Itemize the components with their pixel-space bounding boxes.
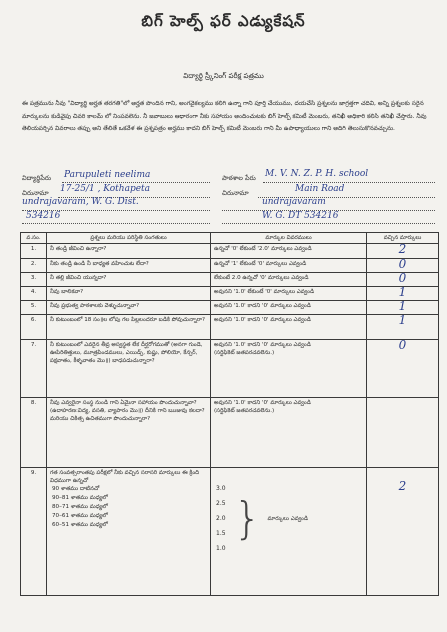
row-number: 8. bbox=[21, 398, 47, 468]
row-number: 6. bbox=[21, 315, 47, 340]
header-serial: వ.సం. bbox=[21, 233, 47, 244]
school-address-line3: W. G. DT 534216 bbox=[262, 211, 339, 221]
table-row bbox=[21, 273, 439, 287]
row-question: నీవు ప్రభుత్వ పాఠశాలకు వెళ్ళుచున్నావా? bbox=[47, 301, 211, 315]
row-given-mark: 1 bbox=[367, 315, 439, 340]
row-question: నీ కుటుంబంలో 18 సం॥ల లోపు గల పిల్లలందరూ బడికి పోవుచున్నారా? bbox=[47, 315, 211, 340]
row-number: 3. bbox=[21, 273, 47, 287]
student-name-value: Parupuleti neelima bbox=[64, 170, 151, 180]
table-row bbox=[21, 244, 439, 259]
scale-value: 3.0 bbox=[216, 485, 226, 492]
table-row bbox=[21, 301, 439, 315]
mark-scale-values bbox=[216, 481, 226, 556]
row-given-mark: 0 bbox=[367, 273, 439, 287]
student-address-line1: 17-25/1 , Kothapeta bbox=[60, 184, 151, 194]
row-given-mark: 1 bbox=[367, 301, 439, 315]
school-address-underline-3 bbox=[222, 223, 435, 224]
grade-item: 90–81 శాతము మధ్యలో bbox=[52, 495, 108, 501]
row-certificate-note: (సర్టిఫికెట్ జతపరచవలెను.) bbox=[214, 408, 275, 414]
student-name-label: విద్యార్థిపేరు bbox=[22, 174, 51, 182]
row-marks-rule: ఉన్నచో '0' లేకుంటే '2.0' మార్కులు ఎవ్వండి bbox=[211, 244, 367, 259]
scale-value: 2.5 bbox=[216, 500, 226, 507]
row-number: 9. bbox=[21, 468, 47, 596]
scale-value: 1.5 bbox=[216, 530, 226, 537]
row-marks-rule: అవునని '1.0' కాదని '0' మార్కులు ఎవ్వండి bbox=[211, 315, 367, 340]
form-title: బిగ్ హెల్ప్ ఫర్ ఎడ్యుకేషన్ bbox=[141, 12, 306, 30]
row-given-mark: 0 bbox=[367, 340, 439, 398]
row-marks-rule: అవునని '1.0' కాదని '0' మార్కులు ఎవ్వండి bbox=[211, 301, 367, 315]
row-number: 2. bbox=[21, 259, 47, 273]
row-question: నీ తల్లి జీవించి యున్నదా? bbox=[47, 273, 211, 287]
form-subtitle: విద్యార్థి స్ర్కీనింగ్ పరీక్ష పత్రము bbox=[183, 72, 264, 80]
row-number: 1. bbox=[21, 244, 47, 259]
student-address-line2: undrajavaram, W. G. Dist. bbox=[22, 197, 139, 207]
row-given-mark: 2 bbox=[367, 468, 439, 596]
row-given-mark: 2 bbox=[367, 244, 439, 259]
table-row bbox=[21, 398, 439, 468]
header-marks-details: మార్కుల వివరములు bbox=[211, 233, 367, 244]
school-name-value: M. V. N. Z. P. H. school bbox=[265, 169, 369, 179]
school-underline bbox=[263, 182, 435, 183]
row-given-mark: 0 bbox=[367, 259, 439, 273]
header-marks-obtained: వచ్చిన మార్కులు bbox=[367, 233, 439, 244]
grade-item: 70–61 శాతము మధ్యలో bbox=[52, 513, 108, 519]
row-certificate-note: (సర్టిఫికెట్ జతపరచవలెను.) bbox=[214, 350, 275, 356]
row-question: నీ తండ్రి జీవించి ఉన్నారా? bbox=[47, 244, 211, 259]
row-question-text: గత సంవత్సరాంతపు పరీక్షలో నీకు వచ్చిన సరాసరి మార్కులు ఈ క్రింది విధముగా ఉన్నచో bbox=[50, 470, 200, 484]
row-marks-rule-text: అవునని '1.0' కాదని '0' మార్కులు ఎవ్వండి bbox=[214, 400, 311, 406]
table-row bbox=[21, 468, 439, 596]
row-number: 4. bbox=[21, 287, 47, 301]
table-row bbox=[21, 315, 439, 340]
row-question bbox=[47, 468, 211, 596]
row-question: నీకు తండ్రి ఉండి నీ బాధ్యత వహించుట లేదా? bbox=[47, 259, 211, 273]
school-address-label: చిరునామా bbox=[222, 189, 249, 197]
row-marks-rule-text: మార్కులు ఎవ్వండి bbox=[267, 515, 309, 522]
row-number: 5. bbox=[21, 301, 47, 315]
school-address-line1: Main Road bbox=[295, 184, 345, 194]
scale-value: 1.0 bbox=[216, 545, 226, 552]
table-row bbox=[21, 287, 439, 301]
row-marks-rule bbox=[211, 398, 367, 468]
row-question: నీ కుటుంబంలో ఎవరైన తీవ్ర అస్వస్థత లేక దీర్ఘరోగముతో (అనగా గుండె, ఊపిరితిత్తులు, మూత్రపిండములు, ఎయిడ్స్, కుష్టు, పోలియో, కేన్సర్, పక్షవాతం, కీళ్ళవాతం మొ॥) బాధపడుచున్నారా? bbox=[47, 340, 211, 398]
header-question: ప్రశ్నలు మరియు పరిస్థితి సంగతులు bbox=[47, 233, 211, 244]
grade-item: 60–51 శాతము మధ్యలో bbox=[52, 522, 108, 528]
student-address-label: చిరునామా bbox=[22, 189, 49, 197]
screening-table bbox=[20, 232, 439, 596]
student-address-line3: 534216 bbox=[26, 211, 61, 221]
row-marks-rule-text: అవునని '1.0' కాదని '0' మార్కులు ఎవ్వండి bbox=[214, 342, 311, 348]
school-name-label: పాఠశాల పేరు bbox=[222, 174, 256, 182]
table-row bbox=[21, 340, 439, 398]
scale-value: 2.0 bbox=[216, 515, 226, 522]
table-row bbox=[21, 259, 439, 273]
mark-scale bbox=[216, 481, 363, 556]
row-marks-rule bbox=[211, 468, 367, 596]
name-underline bbox=[62, 182, 210, 183]
grade-item: 80–71 శాతము మధ్యలో bbox=[52, 504, 108, 510]
row-question: నీవు ఎవ్వరైనా సంస్థ నుండి గాని ఏమైనా సహాయం పొందుచున్నావా? (ఉదాహరణ:విద్య, వసతి, వ్యాపారం మొ॥) దీనికి గాని ఋజువు కలదా? మరియు చికిత్స ఉచితముగా పొందుచున్నారా? bbox=[47, 398, 211, 468]
brace-icon: } bbox=[233, 492, 262, 544]
row-marks-rule: ఉన్నచో '1' లేకుంటే '0' మార్కులు ఎవ్వండి bbox=[211, 259, 367, 273]
row-given-mark: 1 bbox=[367, 287, 439, 301]
row-question: నీవు బాలికవా? bbox=[47, 287, 211, 301]
row-marks-rule: లేకుంటే 2.0 ఉన్నచో '0' మార్కులు ఎవ్వండి bbox=[211, 273, 367, 287]
table-header-row bbox=[21, 233, 439, 244]
grade-item: 90 శాతము దాటినచో bbox=[52, 486, 100, 492]
address-underline-3 bbox=[22, 223, 210, 224]
row-number: 7. bbox=[21, 340, 47, 398]
row-marks-rule: అవునని '1.0' లేకుంటే '0' మార్కులు ఎవ్వండి bbox=[211, 287, 367, 301]
instructions-paragraph: ఈ పత్రమును నీవు "విద్యార్థి అర్హత తరగతి"లో అర్హత పొందిన గాని, అంగవైకల్యము కలిగి ఉన్నా గాని పూర్తి చేయుము, దయచేసి ప్రశ్నలను జాగ్రత్తగా చదివి, అన్ని ప్రశ్నలకు సరైన మార్కులను కుడివైపు చివరి కాలమ్ లో నింపవలెను. నీ జవాబులు ఆధారంగా నీకు సహాయం అందించుటకు బిగ్ హెల్ప్ కమిటీ మెంబరు, తనిఖీ అధికారి కలిసి తనిఖీ చేస్తారు. నీవు తెలియపర్చిన వివరాలు తప్పు అని తేలితే ఒకవేళ ఈ ప్రశ్నపత్రం అర్హము కాదని బిగ్ హెల్ప్ కమిటీ మెంబరు గాని మీ ఉపాధ్యాయులు గాని అదిగి తెలుసుకొనవచ్చును. bbox=[22, 100, 427, 132]
row-marks-rule bbox=[211, 340, 367, 398]
row-given-mark bbox=[367, 398, 439, 468]
school-address-line2: undrajavaram bbox=[262, 197, 326, 207]
